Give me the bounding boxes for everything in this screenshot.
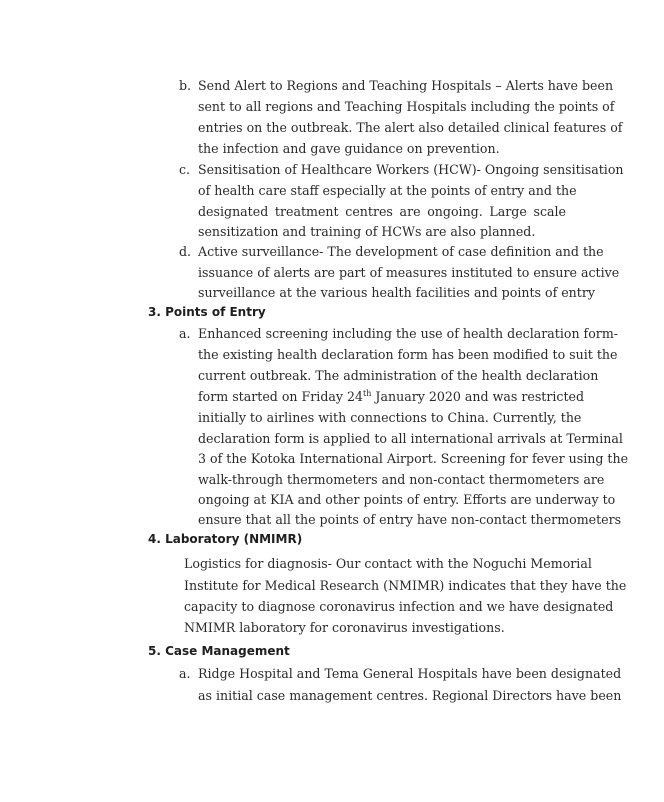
entry-line-8: walk-through thermometers and non-contact thermometers are — [198, 472, 605, 487]
lab-line-1: Logistics for diagnosis- Our contact with the Noguchi Memorial — [184, 556, 592, 571]
entry-line-1: Enhanced screening including the use of health declaration form- — [198, 326, 619, 341]
item-c-line-3: designated treatment centres are ongoing. Large scale — [198, 204, 566, 219]
entry-line-5: initially to airlines with connections to China. Currently, the — [198, 410, 582, 425]
list-marker-c: c. — [179, 162, 191, 177]
entry-line-10: ensure that all the points of entry have non-contact thermometers — [198, 512, 622, 527]
item-d-line-1: Active surveillance- The development of case definition and the — [198, 244, 604, 259]
entry-line-6: declaration form is applied to all international arrivals at Terminal — [198, 431, 623, 446]
lab-line-2: Institute for Medical Research (NMIMR) indicates that they have the — [184, 578, 627, 593]
item-c-line-4: sensitization and training of HCWs are also planned. — [198, 224, 536, 239]
section-heading-case-management: 5. Case Management — [148, 644, 290, 658]
lab-line-3: capacity to diagnose coronavirus infection and we have designated — [184, 599, 614, 614]
section-heading-laboratory: 4. Laboratory (NMIMR) — [148, 532, 303, 546]
item-d-line-3: surveillance at the various health facilities and points of entry — [198, 285, 595, 300]
item-c-line-1: Sensitisation of Healthcare Workers (HCW)- Ongoing sensitisation — [198, 162, 624, 177]
case-line-1: Ridge Hospital and Tema General Hospitals have been designated — [198, 666, 622, 681]
date-ordinal-suffix: th — [363, 388, 372, 398]
item-c-line-2: of health care staff especially at the points of entry and the — [198, 183, 577, 198]
list-marker-b: b. — [179, 78, 192, 93]
list-marker-a: a. — [179, 326, 191, 341]
entry-line-4 — [198, 388, 585, 405]
entry-line-9: ongoing at KIA and other points of entry. Efforts are underway to — [198, 492, 616, 507]
entry-line-2: the existing health declaration form has been modified to suit the — [198, 347, 618, 362]
list-marker-d: d. — [179, 244, 192, 259]
entry-line-3: current outbreak. The administration of the health declaration — [198, 368, 599, 383]
item-b-line-4: the infection and gave guidance on prevention. — [198, 141, 500, 156]
item-b-line-2: sent to all regions and Teaching Hospitals including the points of — [198, 99, 615, 114]
lab-line-4: NMIMR laboratory for coronavirus investigations. — [184, 620, 505, 635]
section-heading-points-of-entry: 3. Points of Entry — [148, 305, 266, 319]
item-d-line-2: issuance of alerts are part of measures instituted to ensure active — [198, 265, 620, 280]
list-marker-a: a. — [179, 666, 191, 681]
item-b-line-3: entries on the outbreak. The alert also detailed clinical features of — [198, 120, 623, 135]
entry-line-7: 3 of the Kotoka International Airport. Screening for fever using the — [198, 451, 629, 466]
case-line-2: as initial case management centres. Regional Directors have been — [198, 688, 622, 703]
entry-line-4-end: January 2020 and was restricted — [371, 389, 585, 404]
item-b-line-1: Send Alert to Regions and Teaching Hospitals – Alerts have been — [198, 78, 614, 93]
entry-line-4-start: form started on Friday 24 — [198, 389, 364, 404]
